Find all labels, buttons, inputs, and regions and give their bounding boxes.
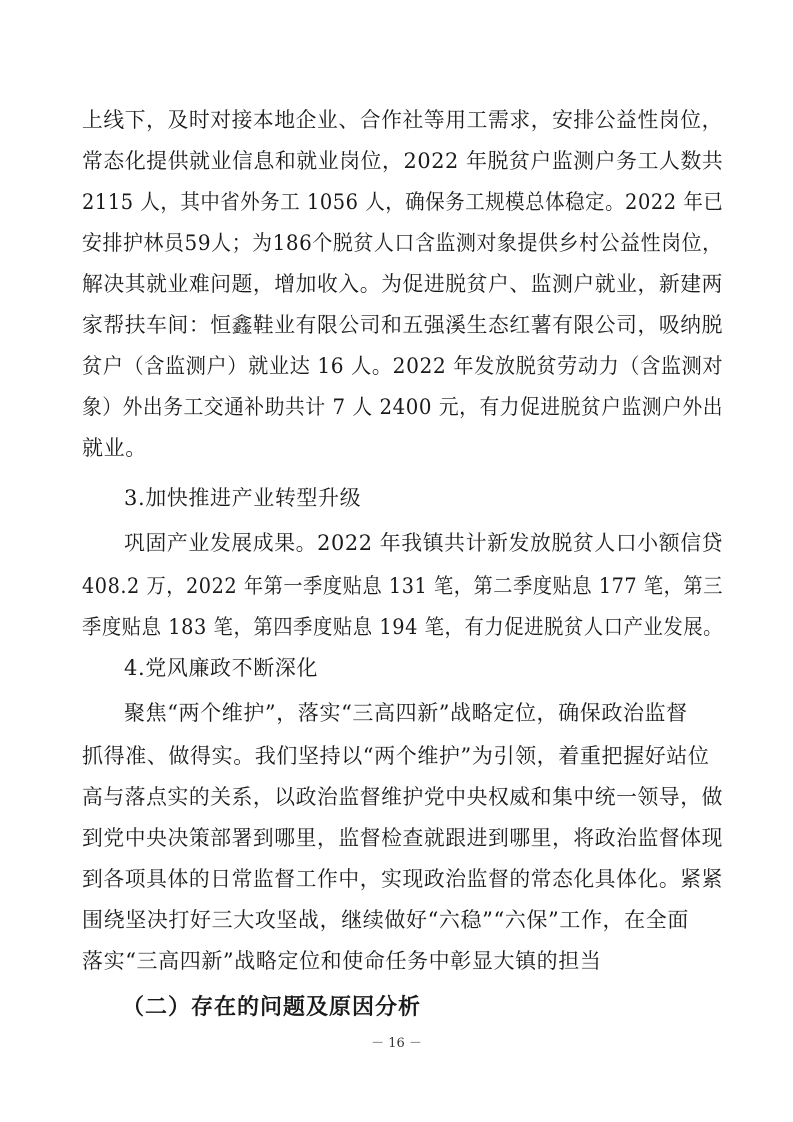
- paragraph-line: 象）外出务工交通补助共计 7 人 2400 元，有力促进脱贫户监测户外出: [82, 395, 724, 419]
- paragraph-line: 高与落点实的关系，以政治监督维护党中央权威和集中统一领导，做: [82, 785, 723, 809]
- subsection-heading-4: 4.党风廉政不断深化: [124, 656, 319, 680]
- paragraph-line: 就业。: [82, 436, 147, 460]
- paragraph-line: 巩固产业发展成果。2022 年我镇共计新发放脱贫人口小额信贷: [124, 531, 724, 555]
- paragraph-line: 聚焦“两个维护”，落实“三高四新”战略定位，确保政治监督: [124, 701, 688, 725]
- paragraph-line: 贫户（含监测户）就业达 16 人。2022 年发放脱贫劳动力（含监测对: [82, 354, 724, 378]
- paragraph-line: 到各项具体的日常监督工作中，实现政治监督的常态化具体化。紧紧: [82, 867, 723, 891]
- paragraph-line: 到党中央决策部署到哪里，监督检查就跟进到哪里，将政治监督体现: [82, 826, 723, 850]
- paragraph-line: 落实“三高四新”战略定位和使命任务中彰显大镇的担当: [82, 949, 602, 973]
- paragraph-line: 2115 人，其中省外务工 1056 人，确保务工规模总体稳定。2022 年已: [82, 190, 724, 214]
- page-number: － 16 －: [371, 1036, 422, 1051]
- paragraph-line: 常态化提供就业信息和就业岗位，2022 年脱贫户监测户务工人数共: [82, 149, 724, 173]
- paragraph-line: 安排护林员59人；为186个脱贫人口含监测对象提供乡村公益性岗位，: [82, 231, 723, 255]
- paragraph-line: 408.2 万，2022 年第一季度贴息 131 笔，第二季度贴息 177 笔，第三: [82, 574, 723, 598]
- paragraph-line: 家帮扶车间：恒鑫鞋业有限公司和五强溪生态红薯有限公司，吸纳脱: [82, 313, 723, 337]
- paragraph-line: 围绕坚决打好三大攻坚战，继续做好“六稳”“六保”工作，在全面: [82, 908, 689, 932]
- section-heading: （二）存在的问题及原因分析: [122, 995, 422, 1020]
- paragraph-line: 抓得准、做得实。我们坚持以“两个维护”为引领，着重把握好站位: [82, 744, 710, 768]
- paragraph-line: 解决其就业难问题，增加收入。为促进脱贫户、监测户就业，新建两: [82, 272, 723, 296]
- paragraph-line: 上线下，及时对接本地企业、合作社等用工需求，安排公益性岗位，: [82, 108, 723, 132]
- subsection-heading-3: 3.加快推进产业转型升级: [124, 486, 362, 510]
- paragraph-line: 季度贴息 183 笔，第四季度贴息 194 笔，有力促进脱贫人口产业发展。: [82, 615, 724, 639]
